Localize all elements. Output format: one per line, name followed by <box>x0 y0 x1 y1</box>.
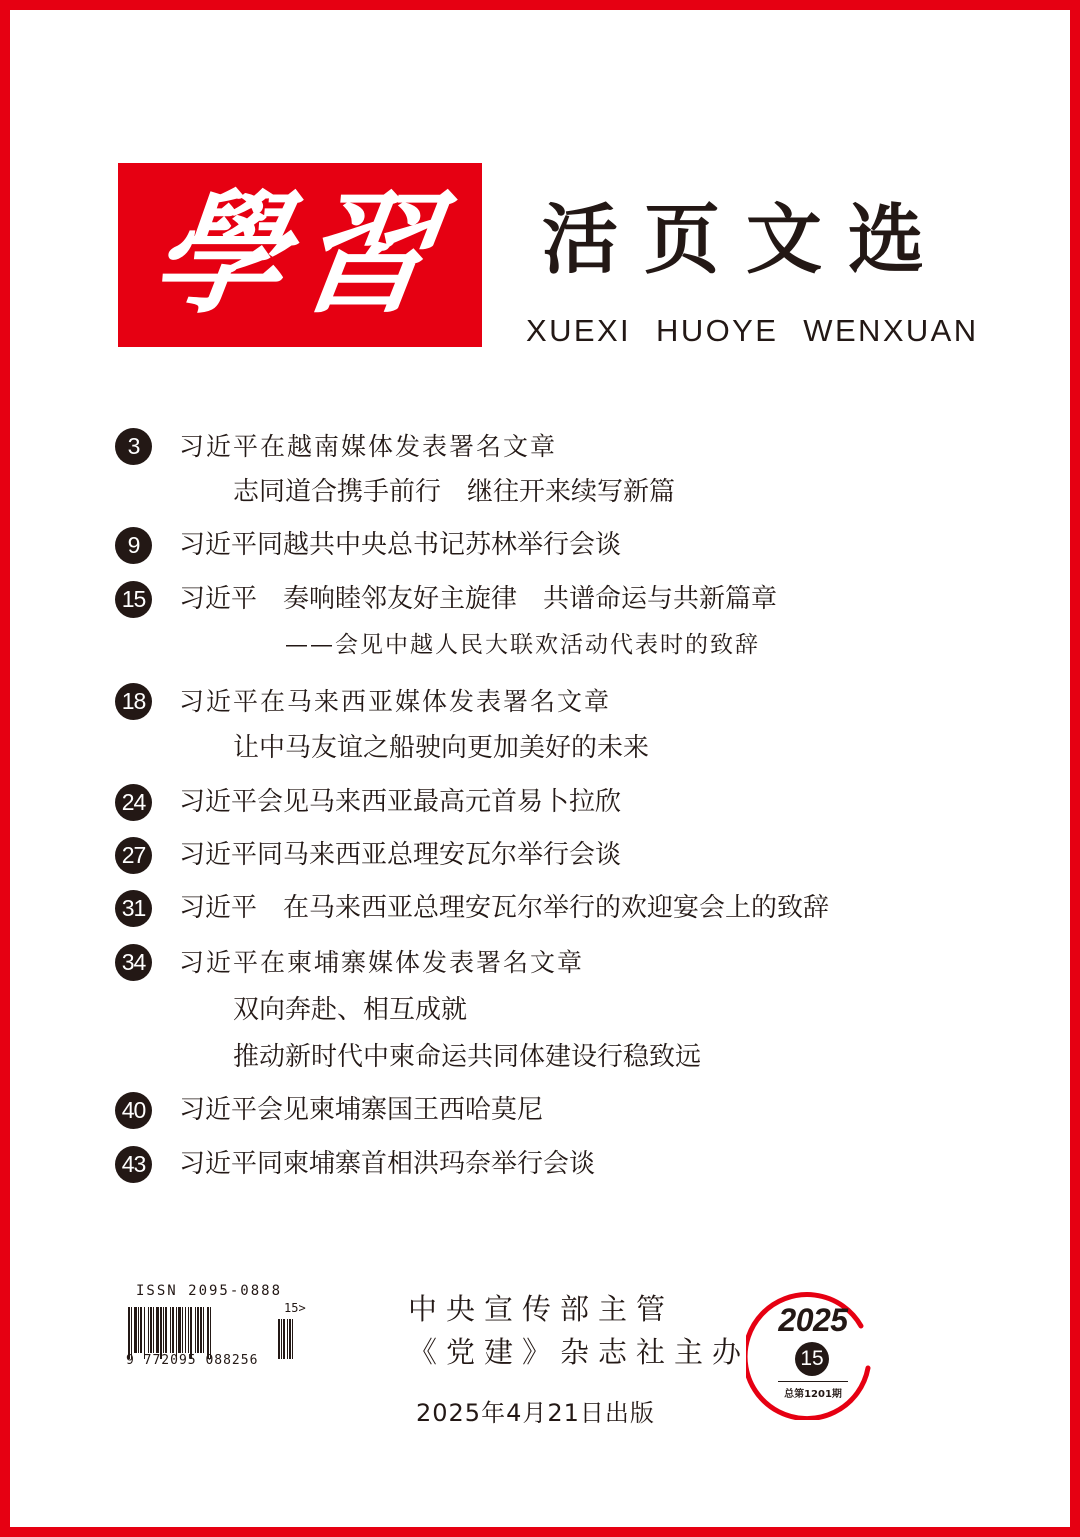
page-number-badge: 18 <box>115 683 152 720</box>
page-number-badge: 40 <box>115 1092 152 1129</box>
toc-title: 习近平同柬埔寨首相洪玛奈举行会谈 <box>179 1149 596 1179</box>
issue-year: 2025 <box>778 1302 848 1338</box>
toc-item[interactable] <box>115 784 995 824</box>
page-number-badge: 43 <box>115 1146 152 1183</box>
sponsor-line-1: 中央宣传部主管 <box>408 1292 675 1326</box>
toc-item[interactable] <box>115 581 995 621</box>
publication-date: 2025年4月21日出版 <box>416 1399 655 1427</box>
table-of-contents <box>115 10 1015 1210</box>
logo-text: 學習 <box>143 177 457 332</box>
toc-title: 习近平 奏响睦邻友好主旋律 共谱命运与共新篇章 <box>179 584 778 614</box>
toc-title: 习近平会见马来西亚最高元首易卜拉欣 <box>179 787 622 817</box>
toc-title: 习近平在柬埔寨媒体发表署名文章 <box>179 948 585 977</box>
toc-subtitle: ——会见中越人民大联欢活动代表时的致辞 <box>285 632 760 658</box>
publication-title: 活页文选 <box>542 195 950 284</box>
toc-title: 习近平在马来西亚媒体发表署名文章 <box>179 687 612 716</box>
page-number-badge: 24 <box>115 784 152 821</box>
publication-pinyin: XUEXI HUOYE WENXUAN <box>526 313 979 348</box>
toc-subtitle: 推动新时代中柬命运共同体建设行稳致远 <box>233 1042 702 1072</box>
toc-item[interactable] <box>115 944 995 984</box>
toc-subtitle-row <box>115 627 995 667</box>
barcode-addon: 15> <box>284 1301 306 1315</box>
page-number-badge: 9 <box>115 527 152 564</box>
toc-subtitle: 双向奔赴、相互成就 <box>233 995 468 1025</box>
toc-item[interactable] <box>115 1146 995 1186</box>
page-number-badge: 3 <box>115 428 152 465</box>
toc-title: 习近平同马来西亚总理安瓦尔举行会谈 <box>179 840 622 870</box>
toc-title: 习近平在越南媒体发表署名文章 <box>179 432 558 461</box>
sponsor-line-2: 《党建》杂志社主办 <box>408 1335 751 1369</box>
divider <box>778 1381 848 1382</box>
toc-title: 习近平 在马来西亚总理安瓦尔举行的欢迎宴会上的致辞 <box>179 893 830 923</box>
page-number-badge: 27 <box>115 837 152 874</box>
toc-subtitle: 让中马友谊之船驶向更加美好的未来 <box>233 733 650 763</box>
issn-number: ISSN 2095-0888 <box>136 1283 283 1299</box>
toc-subtitle-row <box>115 474 995 514</box>
toc-item[interactable] <box>115 683 995 723</box>
toc-item[interactable] <box>115 890 995 930</box>
toc-subtitle-row <box>115 730 995 770</box>
toc-item[interactable] <box>115 837 995 877</box>
toc-subtitle: 志同道合携手前行 继往开来续写新篇 <box>233 477 676 507</box>
page-number-badge: 31 <box>115 890 152 927</box>
toc-subtitle-row <box>115 992 995 1032</box>
toc-subtitle-row <box>115 1039 995 1079</box>
toc-title: 习近平同越共中央总书记苏林举行会谈 <box>179 530 622 560</box>
toc-item[interactable] <box>115 1092 995 1132</box>
toc-item[interactable] <box>115 428 995 468</box>
toc-title: 习近平会见柬埔寨国王西哈莫尼 <box>179 1095 544 1125</box>
barcode-block <box>126 1283 326 1373</box>
page-number-badge: 34 <box>115 944 152 981</box>
toc-item[interactable] <box>115 527 995 567</box>
issue-stamp <box>746 1286 880 1420</box>
barcode-number: 9 772095 088256 <box>126 1353 259 1368</box>
total-issue: 总第1201期 <box>784 1389 842 1400</box>
issue-number-badge: 15 <box>795 1342 829 1376</box>
page-number-badge: 15 <box>115 581 152 618</box>
